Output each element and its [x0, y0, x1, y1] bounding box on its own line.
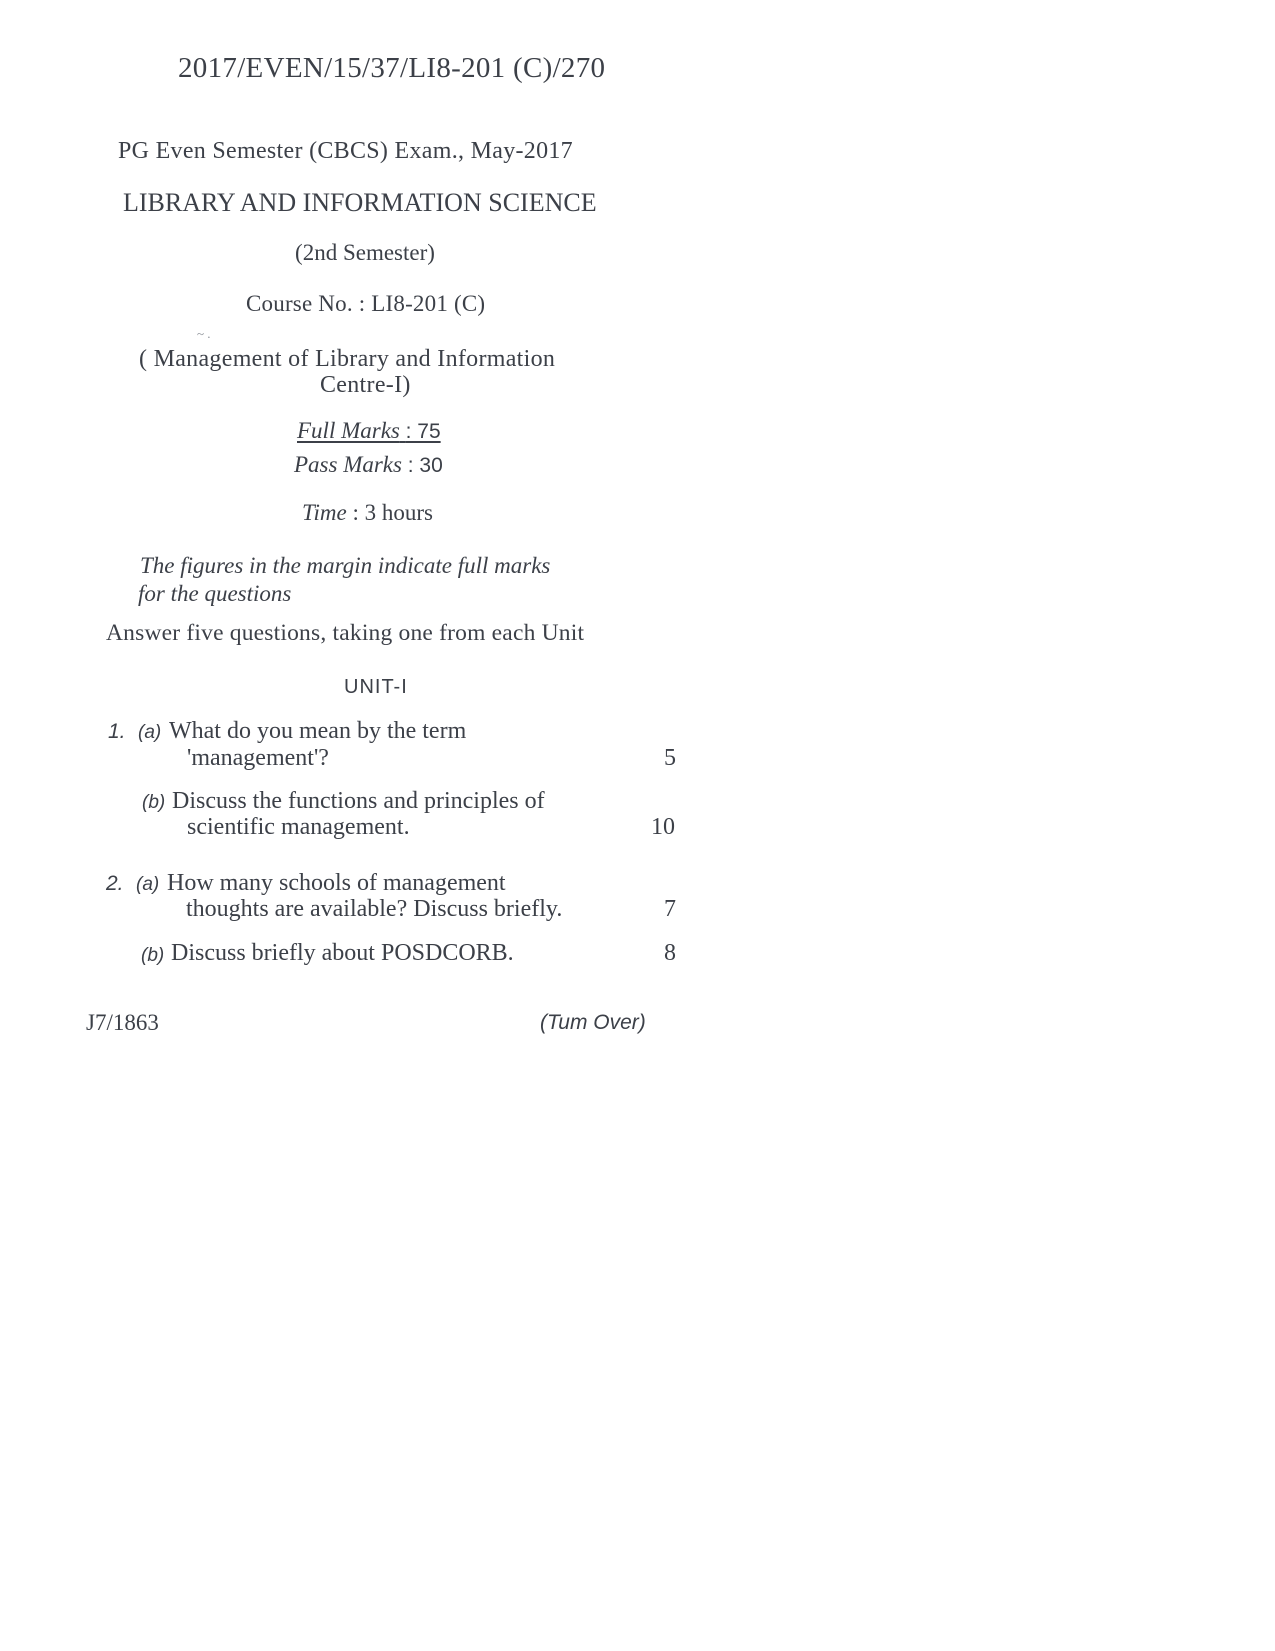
question-text: Discuss briefly about POSDCORB.	[171, 940, 514, 966]
answer-rule: Answer five questions, taking one from each Unit	[106, 620, 585, 646]
footer-code: J7/1863	[86, 1010, 159, 1035]
time-allowed	[302, 500, 433, 526]
unit-heading: UNIT-I	[344, 676, 408, 698]
question-text: What do you mean by the term	[169, 718, 467, 744]
question-number: 2.	[106, 872, 124, 895]
full-marks	[297, 418, 441, 444]
question-text: scientific management.	[187, 814, 410, 840]
stray-mark: ~ .	[197, 326, 211, 341]
pass-marks	[294, 452, 443, 478]
time-label: Time	[302, 500, 347, 525]
exam-name: PG Even Semester (CBCS) Exam., May-2017	[118, 138, 573, 164]
time-value: : 3 hours	[352, 500, 433, 525]
question-part-label: (a)	[138, 722, 162, 743]
question-text: Discuss the functions and principles of	[172, 788, 545, 814]
course-title-line2: Centre-I)	[320, 372, 411, 398]
full-marks-label: Full Marks	[297, 418, 400, 443]
semester: (2nd Semester)	[295, 240, 435, 265]
question-part-label: (a)	[136, 874, 160, 895]
pass-marks-label: Pass Marks	[294, 452, 402, 477]
turn-over-note: (Tum Over)	[540, 1011, 646, 1034]
pass-marks-value: : 30	[407, 454, 443, 477]
question-part-label: (b)	[141, 945, 165, 966]
question-marks: 5	[664, 745, 676, 771]
question-text: thoughts are available? Discuss briefly.	[186, 896, 563, 922]
paper-code: 2017/EVEN/15/37/LI8-201 (C)/270	[178, 52, 606, 84]
question-marks: 10	[651, 814, 675, 840]
instruction-line2: for the questions	[138, 581, 292, 606]
course-title-line1: ( Management of Library and Information	[139, 346, 556, 372]
question-text: How many schools of management	[167, 870, 506, 896]
question-number: 1.	[108, 720, 126, 743]
question-marks: 7	[664, 896, 676, 922]
question-text: 'management'?	[187, 745, 329, 771]
question-marks: 8	[664, 940, 676, 966]
instruction-line1: The figures in the margin indicate full marks	[140, 553, 551, 578]
full-marks-value: : 75	[405, 420, 441, 443]
course-number: Course No. : LI8-201 (C)	[246, 291, 486, 316]
question-part-label: (b)	[142, 792, 166, 813]
subject-title: LIBRARY AND INFORMATION SCIENCE	[123, 188, 597, 217]
